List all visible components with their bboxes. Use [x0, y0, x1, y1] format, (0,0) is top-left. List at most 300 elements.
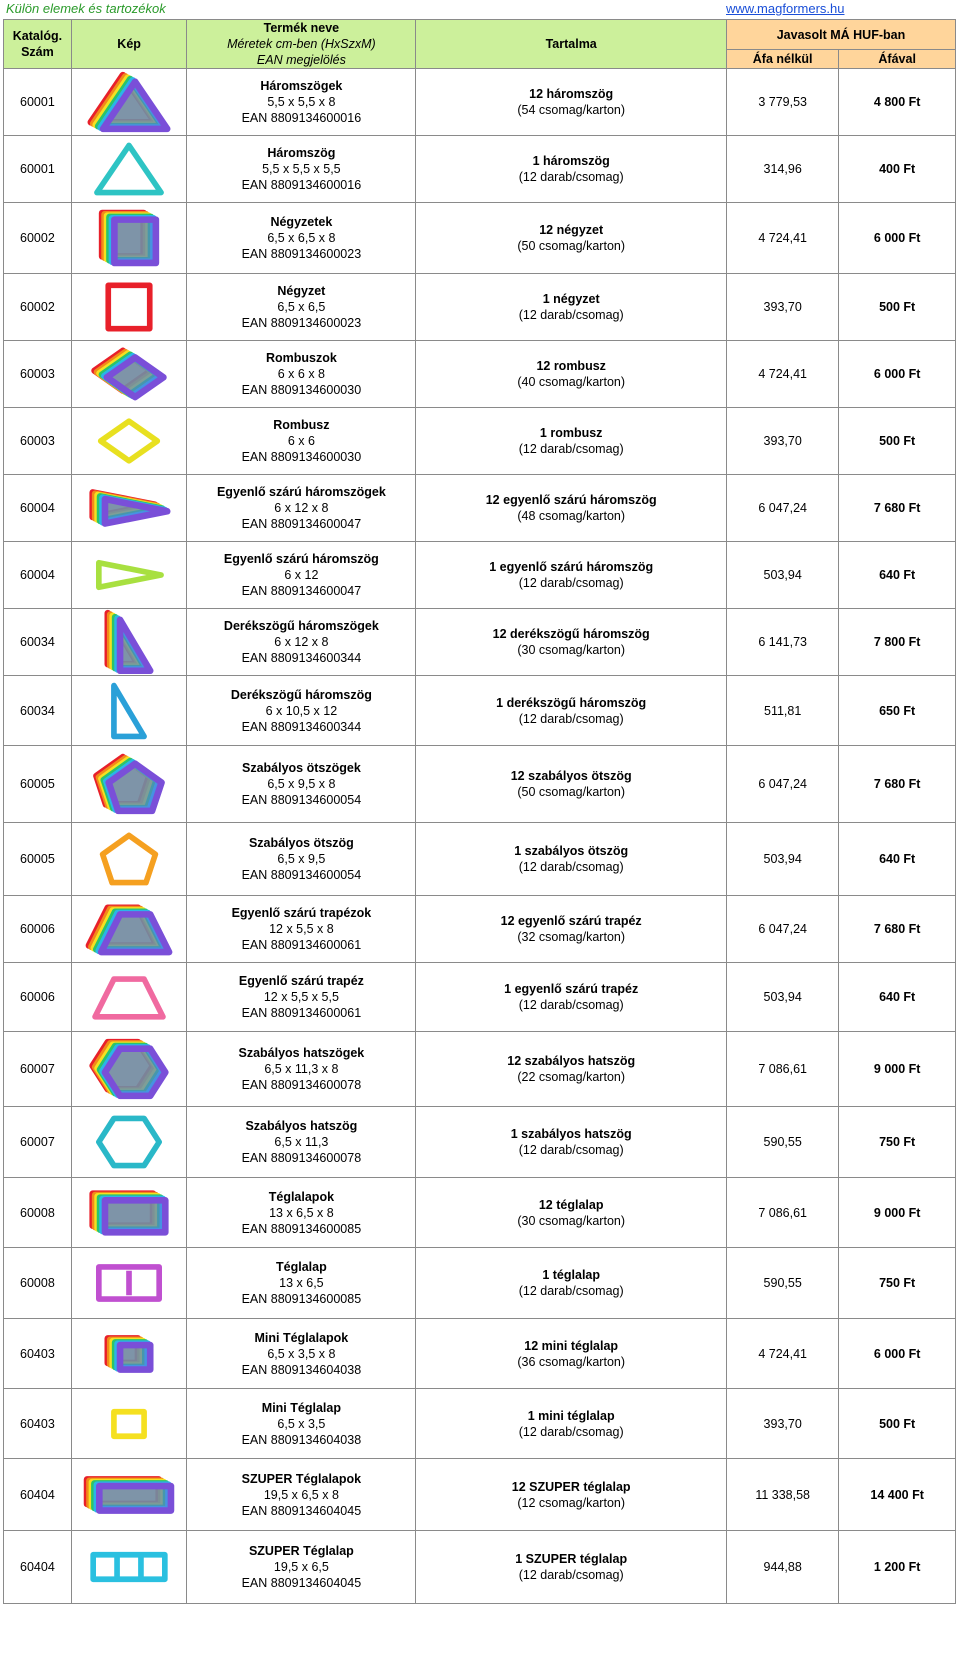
product-name-cell [187, 542, 416, 609]
content-cell [416, 1107, 727, 1178]
content-packaging: (48 csomag/karton) [517, 509, 626, 523]
content-packaging: (22 csomag/karton) [517, 1070, 626, 1084]
product-ean: EAN 8809134600078 [241, 1151, 362, 1165]
price-gross: 6 000 Ft [873, 367, 921, 381]
mini-rectangle-icon [72, 1391, 187, 1457]
square-icon [72, 274, 187, 340]
product-image-cell [71, 475, 187, 542]
catalog-number: 60002 [20, 231, 55, 245]
content-packaging: (12 darab/csomag) [518, 1284, 624, 1298]
content-quantity: 1 mini téglalap [527, 1408, 615, 1423]
product-ean: EAN 8809134604045 [241, 1576, 362, 1590]
product-name-cell [187, 1248, 416, 1319]
price-gross-cell [839, 203, 956, 274]
content-packaging: (54 csomag/karton) [517, 103, 626, 117]
product-image-cell [71, 1319, 187, 1389]
content-cell [416, 896, 727, 963]
table-row [4, 823, 956, 896]
price-net-cell [726, 69, 838, 136]
product-name: Egyenlő szárú háromszögek [216, 485, 386, 499]
content-packaging: (12 darab/csomag) [518, 998, 624, 1012]
content-cell [416, 69, 727, 136]
content-quantity: 12 téglalap [538, 1197, 604, 1212]
catalog-number: 60005 [20, 777, 55, 791]
price-net: 393,70 [763, 434, 802, 448]
price-gross-cell [839, 136, 956, 203]
hexagon-icon [72, 1109, 187, 1175]
table-row [4, 1107, 956, 1178]
product-dimensions: 5,5 x 5,5 x 8 [267, 95, 336, 109]
product-ean: EAN 8809134600078 [241, 1078, 362, 1092]
product-image-cell [71, 1389, 187, 1459]
product-ean: EAN 8809134600047 [241, 584, 362, 598]
price-net: 314,96 [763, 162, 802, 176]
content-cell [416, 609, 727, 676]
rhombus-icon [72, 408, 187, 474]
product-ean: EAN 8809134600054 [241, 868, 362, 882]
catalog-number-cell [4, 136, 72, 203]
product-ean: EAN 8809134604045 [241, 1503, 362, 1518]
isosceles-triangle-icon [72, 542, 187, 608]
content-cell [416, 1178, 727, 1248]
catalog-number-cell [4, 1459, 72, 1531]
product-image-cell [71, 1032, 187, 1107]
product-name-cell [187, 896, 416, 963]
product-dimensions: 6,5 x 3,5 [277, 1416, 326, 1431]
table-row [4, 341, 956, 408]
catalog-number-cell [4, 341, 72, 408]
page-header [0, 0, 960, 18]
product-dimensions: 6 x 6 [287, 434, 315, 448]
product-name-cell [187, 408, 416, 475]
price-net: 590,55 [763, 1135, 802, 1149]
product-image-cell [71, 1107, 187, 1178]
price-net: 6 141,73 [758, 635, 807, 649]
content-quantity: 12 rombusz [536, 359, 606, 373]
price-net-cell [726, 823, 838, 896]
content-cell [416, 1531, 727, 1604]
content-cell [416, 341, 727, 408]
rectangles-set-icon [72, 1180, 187, 1246]
content-packaging: (12 darab/csomag) [518, 308, 624, 322]
product-ean: EAN 8809134604038 [241, 1362, 362, 1377]
product-ean: EAN 8809134600054 [241, 793, 362, 807]
product-name: SZUPER Téglalapok [241, 1471, 362, 1486]
catalog-number-cell [4, 676, 72, 746]
catalog-number: 60007 [20, 1135, 55, 1149]
content-packaging: (12 darab/csomag) [518, 1568, 624, 1582]
price-net: 4 724,41 [758, 367, 807, 381]
table-row [4, 746, 956, 823]
price-net: 6 047,24 [758, 922, 807, 936]
product-name-cell [187, 1178, 416, 1248]
product-name-cell [187, 69, 416, 136]
price-net-cell [726, 1531, 838, 1604]
table-row [4, 1389, 956, 1459]
price-group-header: Javasolt MÁ HUF-ban [726, 20, 955, 50]
price-list-table [3, 19, 956, 1604]
price-gross-cell [839, 963, 956, 1032]
product-name: Mini Téglalapok [254, 1330, 349, 1345]
product-name-cell [187, 963, 416, 1032]
product-image-cell [71, 896, 187, 963]
product-name-cell [187, 1032, 416, 1107]
price-gross-cell [839, 1178, 956, 1248]
catalog-number: 60001 [20, 95, 55, 109]
price-gross-cell [839, 274, 956, 341]
price-net: 590,55 [763, 1276, 802, 1290]
catalog-number: 60002 [20, 300, 55, 314]
triangles-set-icon [72, 69, 187, 135]
product-ean: EAN 8809134600016 [241, 178, 362, 192]
rhombuses-set-icon [72, 341, 187, 407]
table-row [4, 609, 956, 676]
price-gross: 9 000 Ft [873, 1062, 921, 1076]
product-image-cell [71, 676, 187, 746]
catalog-number-cell [4, 69, 72, 136]
catalog-number: 60008 [20, 1205, 55, 1220]
product-dimensions: 5,5 x 5,5 x 5,5 [262, 162, 341, 176]
product-ean: EAN 8809134600047 [241, 517, 362, 531]
content-cell [416, 542, 727, 609]
product-ean: EAN 8809134600344 [241, 651, 362, 665]
price-gross-header: Áfával [839, 50, 956, 69]
catalog-number: 60403 [20, 1416, 55, 1431]
price-gross-cell [839, 609, 956, 676]
price-net-cell [726, 1459, 838, 1531]
product-name-cell [187, 1459, 416, 1531]
price-net: 11 338,58 [755, 1487, 810, 1502]
catalog-number: 60004 [20, 501, 55, 515]
price-net-cell [726, 274, 838, 341]
price-gross-cell [839, 1389, 956, 1459]
product-name-header-title: Termék neve [263, 21, 340, 35]
catalog-number: 60008 [20, 1276, 55, 1290]
price-net: 4 724,41 [758, 1346, 807, 1361]
section-title: Külön elemek és tartozékok [6, 1, 166, 16]
product-name: Derékszögű háromszögek [223, 619, 379, 633]
catalog-number-cell [4, 609, 72, 676]
content-cell [416, 676, 727, 746]
product-dimensions: 6 x 6 x 8 [277, 367, 325, 381]
content-packaging: (36 csomag/karton) [517, 1354, 626, 1369]
product-image-cell [71, 542, 187, 609]
product-name: Négyzet [277, 284, 326, 298]
catalog-number-cell [4, 1178, 72, 1248]
content-packaging: (50 csomag/karton) [517, 239, 626, 253]
price-net: 944,88 [763, 1560, 802, 1574]
price-gross: 4 800 Ft [873, 95, 921, 109]
price-net: 6 047,24 [758, 777, 807, 791]
price-gross: 500 Ft [879, 300, 916, 314]
product-image-cell [71, 963, 187, 1032]
product-dimensions: 6 x 12 x 8 [274, 501, 329, 515]
price-gross-cell [839, 1319, 956, 1389]
content-quantity: 1 rombusz [539, 426, 603, 440]
price-net-cell [726, 1248, 838, 1319]
content-quantity: 1 egyenlő szárú trapéz [504, 982, 639, 996]
price-gross-cell [839, 1107, 956, 1178]
mini-rectangles-set-icon [72, 1321, 187, 1387]
product-name-cell [187, 203, 416, 274]
product-name: Szabályos hatszög [245, 1119, 358, 1133]
product-dimensions: 6,5 x 3,5 x 8 [267, 1346, 336, 1361]
product-image-cell [71, 69, 187, 136]
content-cell [416, 1032, 727, 1107]
price-gross-cell [839, 475, 956, 542]
table-row [4, 1178, 956, 1248]
product-name: Háromszögek [260, 79, 343, 93]
triangle-icon [72, 136, 187, 202]
content-cell [416, 274, 727, 341]
content-cell [416, 1389, 727, 1459]
content-cell [416, 823, 727, 896]
website-link[interactable]: www.magformers.hu [726, 1, 845, 16]
product-ean: EAN 8809134600061 [241, 1006, 362, 1020]
product-dimensions: 12 x 5,5 x 5,5 [263, 990, 339, 1004]
price-gross-cell [839, 69, 956, 136]
catalog-number: 60003 [20, 367, 55, 381]
price-net: 7 086,61 [758, 1205, 807, 1220]
table-row [4, 1319, 956, 1389]
content-quantity: 12 háromszög [529, 87, 614, 101]
catalog-number-cell [4, 408, 72, 475]
product-dimensions: 6,5 x 11,3 [274, 1135, 329, 1149]
price-net-cell [726, 1178, 838, 1248]
content-packaging: (30 csomag/karton) [517, 643, 626, 657]
price-gross-cell [839, 1032, 956, 1107]
content-packaging: (12 darab/csomag) [518, 576, 624, 590]
content-quantity: 12 szabályos hatszög [507, 1054, 636, 1068]
content-cell [416, 1319, 727, 1389]
price-gross: 750 Ft [879, 1276, 916, 1290]
price-gross-cell [839, 1531, 956, 1604]
catalog-number: 60006 [20, 922, 55, 936]
product-dimensions: 6,5 x 9,5 [277, 852, 326, 866]
isosceles-triangles-set-icon [72, 475, 187, 541]
price-net-cell [726, 1107, 838, 1178]
product-name: Rombuszok [265, 351, 337, 365]
product-name-cell [187, 823, 416, 896]
product-name: Szabályos ötszögek [241, 761, 361, 775]
price-net-cell [726, 609, 838, 676]
table-row [4, 203, 956, 274]
product-name-cell [187, 746, 416, 823]
catalog-number: 60404 [20, 1560, 55, 1574]
product-name: Háromszög [267, 146, 336, 160]
product-image-cell [71, 341, 187, 408]
content-cell [416, 203, 727, 274]
super-rectangle-icon [72, 1534, 187, 1600]
product-dimensions: 6 x 12 x 8 [274, 635, 329, 649]
price-net: 6 047,24 [758, 501, 807, 515]
price-gross: 7 680 Ft [873, 501, 921, 515]
product-name-cell [187, 1389, 416, 1459]
super-rectangles-set-icon [72, 1462, 187, 1528]
table-row [4, 1032, 956, 1107]
price-net: 393,70 [763, 300, 802, 314]
price-net-cell [726, 542, 838, 609]
product-name: Mini Téglalap [261, 1400, 341, 1415]
price-gross: 14 400 Ft [870, 1487, 924, 1502]
product-image-cell [71, 1248, 187, 1319]
table-row [4, 896, 956, 963]
price-gross: 750 Ft [879, 1135, 916, 1149]
content-quantity: 12 mini téglalap [524, 1338, 619, 1353]
content-packaging: (12 csomag/karton) [517, 1495, 626, 1510]
pentagon-icon [72, 826, 187, 892]
product-name: Rombusz [273, 418, 330, 432]
product-image-cell [71, 408, 187, 475]
image-header: Kép [71, 20, 187, 69]
table-row [4, 1248, 956, 1319]
price-gross-cell [839, 896, 956, 963]
price-net-cell [726, 136, 838, 203]
product-dimensions: 6 x 10,5 x 12 [265, 703, 338, 718]
product-image-cell [71, 136, 187, 203]
price-net: 503,94 [763, 568, 802, 582]
rectangle-icon [72, 1250, 187, 1316]
trapezoid-icon [72, 964, 187, 1030]
content-cell [416, 408, 727, 475]
table-row [4, 69, 956, 136]
content-packaging: (30 csomag/karton) [517, 1213, 626, 1228]
price-gross-cell [839, 676, 956, 746]
content-cell [416, 1248, 727, 1319]
price-gross: 640 Ft [879, 568, 916, 582]
content-packaging: (12 darab/csomag) [518, 442, 624, 456]
price-gross: 650 Ft [879, 703, 916, 718]
product-ean: EAN 8809134600344 [241, 719, 362, 734]
content-packaging: (50 csomag/karton) [517, 785, 626, 799]
product-name: Négyzetek [270, 215, 333, 229]
product-dimensions: 6 x 12 [284, 568, 319, 582]
catalog-number-cell [4, 963, 72, 1032]
table-row [4, 475, 956, 542]
table-row [4, 542, 956, 609]
product-name: Téglalapok [268, 1189, 335, 1204]
catalog-number-cell [4, 1389, 72, 1459]
table-row [4, 274, 956, 341]
product-name-cell [187, 341, 416, 408]
table-row [4, 963, 956, 1032]
product-image-cell [71, 746, 187, 823]
product-name-cell [187, 609, 416, 676]
product-ean: EAN 8809134600085 [241, 1292, 362, 1306]
price-gross-cell [839, 341, 956, 408]
content-quantity: 1 SZUPER téglalap [515, 1552, 628, 1566]
price-gross-cell [839, 746, 956, 823]
product-name: Egyenlő szárú trapéz [238, 974, 364, 988]
content-packaging: (12 darab/csomag) [518, 1424, 624, 1439]
product-image-cell [71, 609, 187, 676]
hexagons-set-icon [72, 1036, 187, 1102]
content-quantity: 1 négyzet [542, 292, 600, 306]
content-packaging: (40 csomag/karton) [517, 375, 626, 389]
table-row [4, 136, 956, 203]
product-image-cell [71, 1178, 187, 1248]
product-name-header [187, 20, 416, 69]
catalog-number-header: Katalóg. Szám [4, 20, 72, 69]
content-quantity: 12 SZUPER téglalap [511, 1479, 631, 1494]
content-header: Tartalma [416, 20, 727, 69]
product-dimensions: 6,5 x 11,3 x 8 [264, 1062, 339, 1076]
product-dimensions: 19,5 x 6,5 x 8 [263, 1487, 339, 1502]
catalog-number: 60403 [20, 1346, 55, 1361]
product-name: Téglalap [276, 1260, 327, 1274]
product-name-cell [187, 274, 416, 341]
content-cell [416, 475, 727, 542]
content-quantity: 12 négyzet [539, 223, 604, 237]
price-gross: 6 000 Ft [873, 1346, 921, 1361]
table-row [4, 1459, 956, 1531]
product-name-cell [187, 1531, 416, 1604]
product-name: SZUPER Téglalap [248, 1544, 354, 1558]
product-ean: EAN 8809134604038 [241, 1432, 362, 1447]
content-cell [416, 1459, 727, 1531]
content-quantity: 1 háromszög [532, 154, 610, 168]
catalog-number-cell [4, 746, 72, 823]
content-quantity: 12 egyenlő szárú trapéz [500, 914, 642, 928]
right-triangle-icon [72, 678, 187, 744]
catalog-number-cell [4, 1531, 72, 1604]
catalog-number: 60005 [20, 852, 55, 866]
product-dimensions-header: Méretek cm-ben (HxSzxM) [227, 37, 376, 51]
catalog-number: 60006 [20, 990, 55, 1004]
price-gross: 7 680 Ft [873, 777, 921, 791]
price-gross: 500 Ft [879, 1416, 916, 1431]
price-net: 503,94 [763, 852, 802, 866]
product-dimensions: 6,5 x 6,5 x 8 [267, 231, 336, 245]
catalog-number: 60034 [20, 635, 55, 649]
catalog-number: 60034 [20, 703, 55, 718]
price-net-cell [726, 1032, 838, 1107]
price-gross: 1 200 Ft [873, 1560, 921, 1574]
squares-set-icon [72, 205, 187, 271]
price-gross: 6 000 Ft [873, 231, 921, 245]
price-gross: 500 Ft [879, 434, 916, 448]
price-gross-cell [839, 823, 956, 896]
product-ean: EAN 8809134600030 [241, 383, 362, 397]
product-image-cell [71, 203, 187, 274]
product-name-cell [187, 475, 416, 542]
product-dimensions: 6,5 x 6,5 [277, 300, 326, 314]
product-ean: EAN 8809134600030 [241, 450, 362, 464]
catalog-number-cell [4, 1319, 72, 1389]
product-image-cell [71, 1531, 187, 1604]
price-net-cell [726, 203, 838, 274]
price-net: 3 779,53 [758, 95, 807, 109]
product-name: Szabályos ötszög [248, 836, 354, 850]
product-name: Szabályos hatszögek [238, 1046, 365, 1060]
price-gross: 640 Ft [879, 852, 916, 866]
price-net: 4 724,41 [758, 231, 807, 245]
price-net: 7 086,61 [758, 1062, 807, 1076]
content-quantity: 1 szabályos hatszög [510, 1127, 632, 1141]
price-net: 503,94 [763, 990, 802, 1004]
product-dimensions: 13 x 6,5 [279, 1276, 324, 1290]
product-ean: EAN 8809134600061 [241, 938, 362, 952]
product-ean: EAN 8809134600085 [241, 1221, 362, 1236]
content-packaging: (12 darab/csomag) [518, 860, 624, 874]
price-net-cell [726, 963, 838, 1032]
price-gross: 7 680 Ft [873, 922, 921, 936]
product-dimensions: 12 x 5,5 x 8 [269, 922, 334, 936]
catalog-number-cell [4, 823, 72, 896]
product-ean: EAN 8809134600023 [241, 316, 362, 330]
price-net-cell [726, 408, 838, 475]
table-row [4, 408, 956, 475]
